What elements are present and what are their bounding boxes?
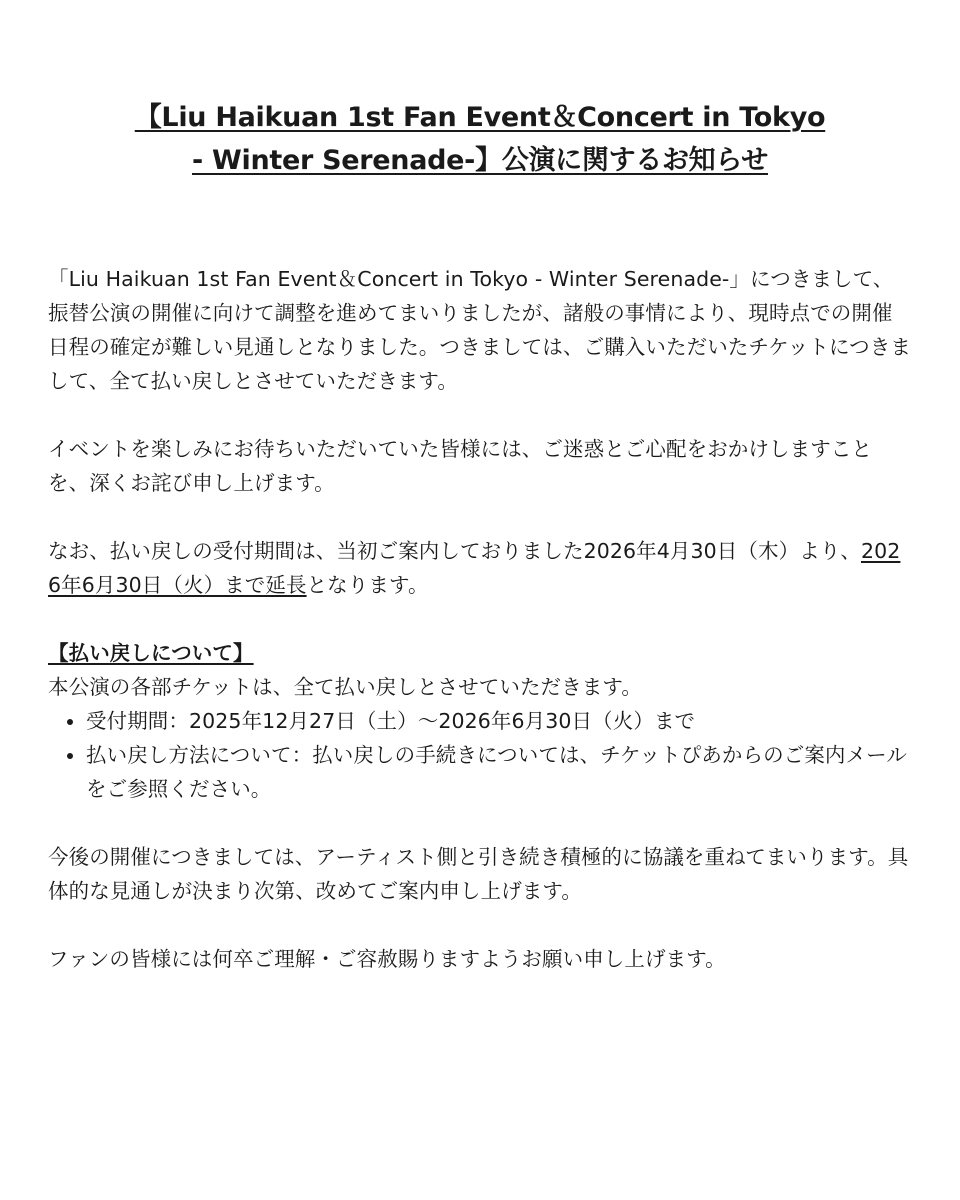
- paragraph-future: 今後の開催につきましては、アーティスト側と引き続き積極的に協議を重ねてまいります。具体的な見通しが決まり次第、改めてご案内申し上げます。: [48, 845, 909, 903]
- page-title: [48, 96, 912, 182]
- paragraph-extension: [48, 534, 912, 602]
- extension-text-after: となります。: [306, 573, 429, 597]
- extension-deadline: 2026年6月30日（火）まで延長: [48, 539, 901, 597]
- refund-list: [48, 704, 912, 806]
- paragraph-postponement: 「Liu Haikuan 1st Fan Event＆Concert in Tokyo - Winter Serenade-」につきまして、振替公演の開催に向けて調整を進めてまいりましたが、諸般の事情により、現時点での開催日程の確定が難しい見通しとなりました。つきましては、ご購入いただいたチケットにつきまして、全て払い戻しとさせていただきます。: [48, 267, 911, 393]
- paragraph-apology: イベントを楽しみにお待ちいただいていた皆様には、ご迷惑とご心配をおかけしますことを、深くお詫び申し上げます。: [48, 437, 872, 495]
- refund-heading: 【払い戻しについて】: [48, 641, 254, 665]
- notice-body: [48, 262, 912, 976]
- list-item-refund-method: • 払い戻し方法について：払い戻しの手続きについては、チケットぴあからのご案内メールをご参照ください。: [86, 738, 912, 806]
- extension-text-before: なお、払い戻しの受付期間は、当初ご案内しておりました2026年4月30日（木）より、: [48, 539, 861, 563]
- refund-section: [48, 636, 912, 806]
- title-line-2: - Winter Serenade-】公演に関するお知らせ: [192, 145, 768, 176]
- refund-intro: 本公演の各部チケットは、全て払い戻しとさせていただきます。: [48, 675, 642, 699]
- paragraph-closing: ファンの皆様には何卒ご理解・ご容赦賜りますようお願い申し上げます。: [48, 947, 726, 971]
- list-item-refund-period: • 受付期間：2025年12月27日（土）～2026年6月30日（火）まで: [86, 704, 912, 738]
- title-line-1: 【Liu Haikuan 1st Fan Event＆Concert in Tokyo: [134, 102, 826, 133]
